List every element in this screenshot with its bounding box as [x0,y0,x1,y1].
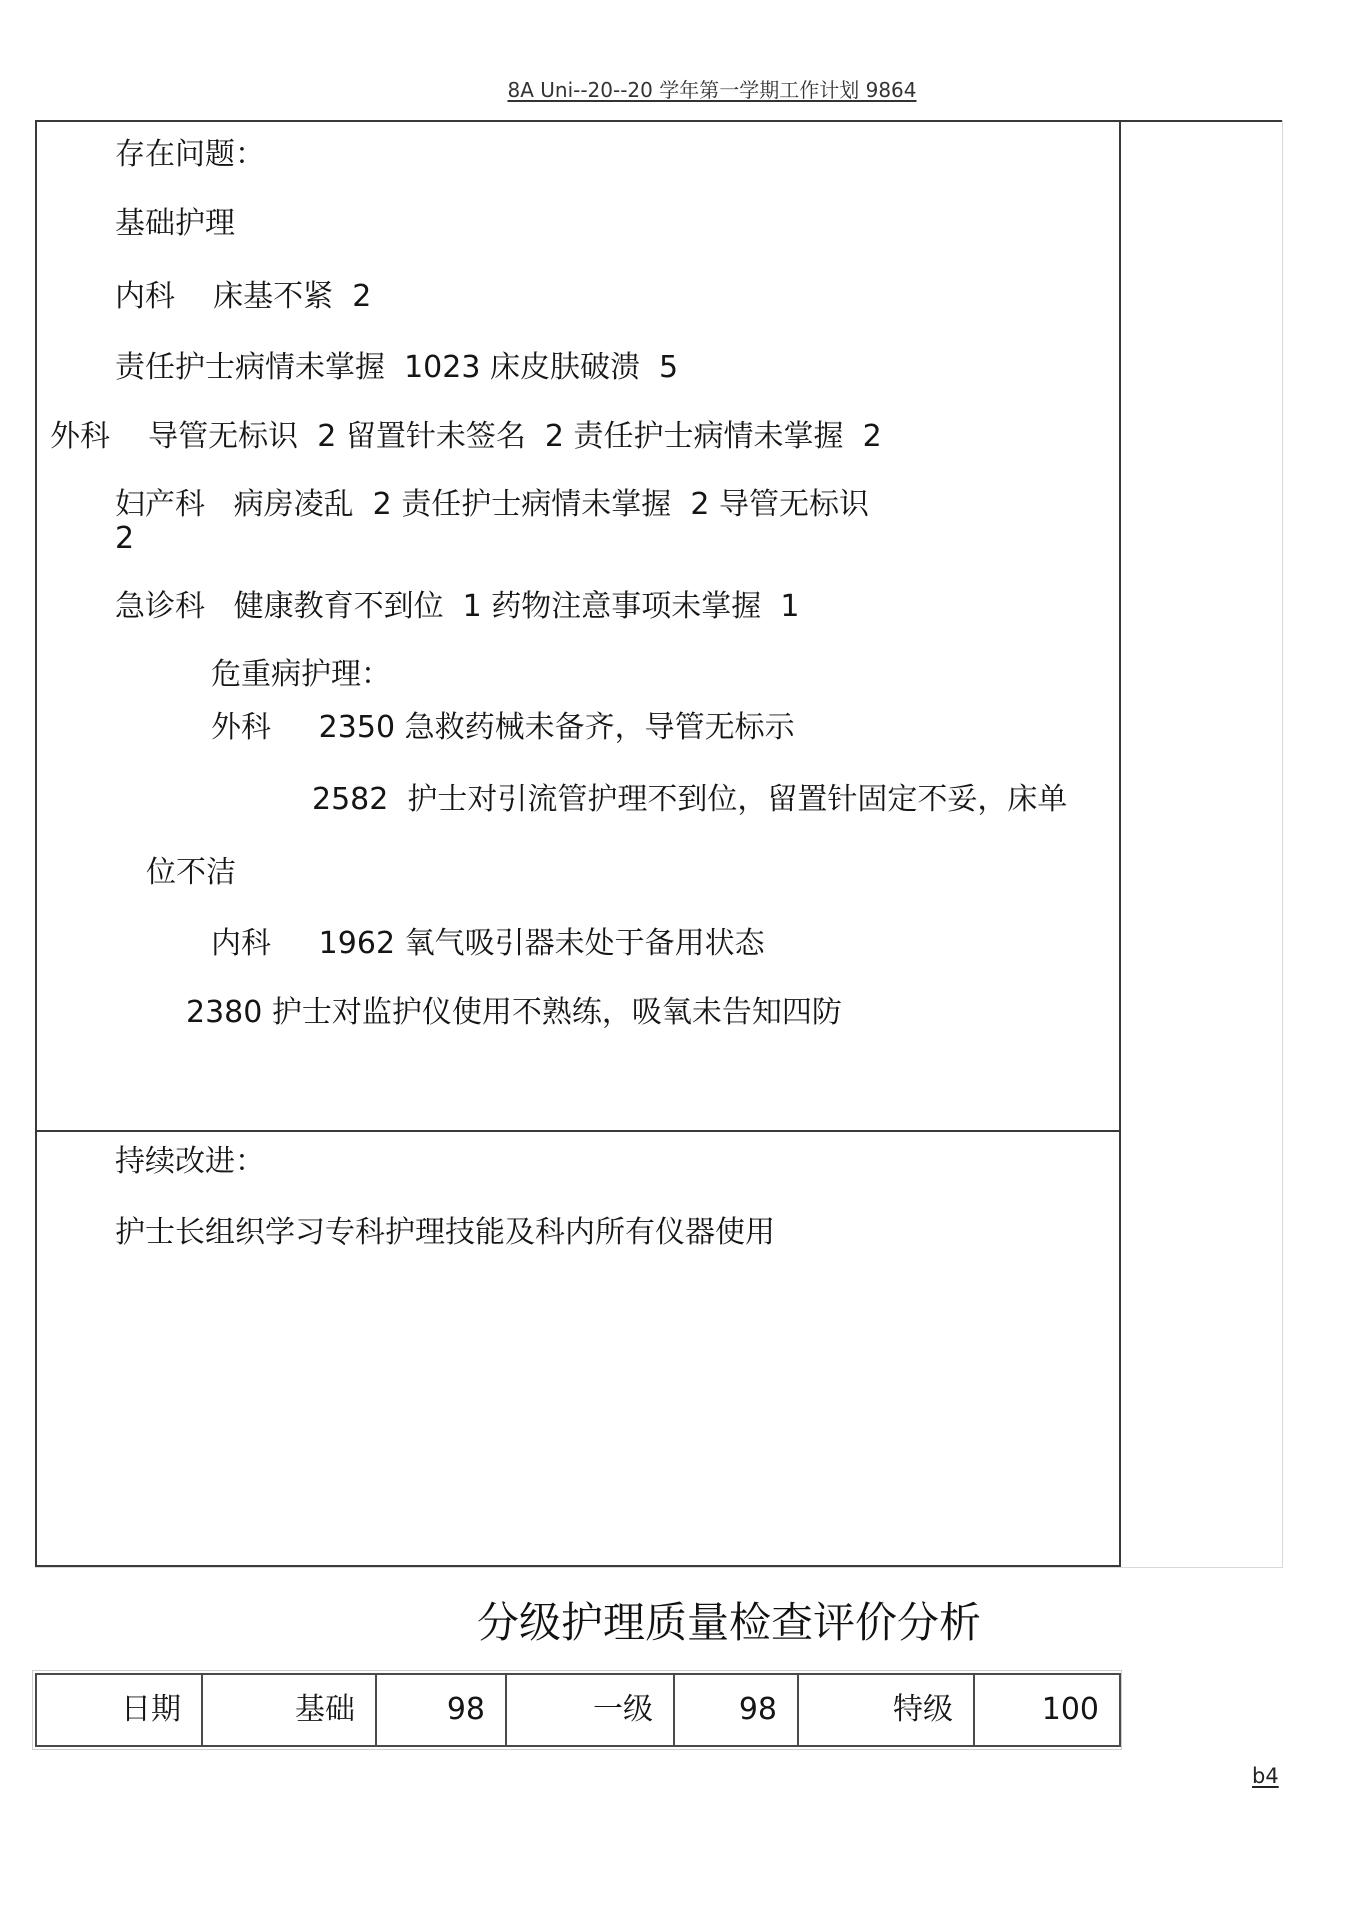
page-header [412,78,1012,102]
outer-right-border [1282,120,1283,1567]
page-number: b4 [1252,1764,1279,1788]
cell-basic-label: 基础 [202,1674,376,1746]
critical-care-surgery-line-1: 外科 2350 急救药械未备齐，导管无标示 [211,710,795,745]
table-top-rule-extension [1119,120,1282,122]
analysis-title: 分级护理质量检查评价分析 [476,1598,981,1647]
critical-care-surgery-line-2: 2582 护士对引流管护理不到位，留置针固定不妥，床单 [312,782,1068,817]
critical-care-internal-line-2: 2380 护士对监护仪使用不熟练，吸氧未告知四防 [186,995,842,1030]
table-row [36,1674,1120,1746]
cell-level1-score: 98 [674,1674,798,1746]
basic-care-obstetrics-line: 妇产科 病房凌乱 2 责任护士病情未掌握 2 导管无标识 [115,487,869,522]
page-header-text: 8A Uni--20--20 学年第一学期工作计划 9864 [507,78,917,102]
critical-care-internal-line-1: 内科 1962 氧气吸引器未处于备用状态 [211,926,765,961]
cell-level1-label: 一级 [506,1674,674,1746]
basic-care-surgery-line: 外科 导管无标识 2 留置针未签名 2 责任护士病情未掌握 2 [50,419,882,454]
basic-care-nurse-line: 责任护士病情未掌握 1023 床皮肤破溃 5 [115,350,679,385]
improvement-heading: 持续改进： [115,1144,265,1179]
cell-date-label: 日期 [36,1674,202,1746]
critical-care-heading: 危重病护理： [211,657,391,692]
critical-care-surgery-line-2-wrap: 位不洁 [146,855,236,890]
issues-heading: 存在问题： [115,137,265,172]
improvement-text: 护士长组织学习专科护理技能及科内所有仪器使用 [115,1215,775,1250]
basic-care-heading: 基础护理 [115,206,235,241]
grade-table [35,1673,1121,1747]
basic-care-internal-line: 内科 床基不紧 2 [115,279,372,314]
basic-care-emergency-line: 急诊科 健康教育不到位 1 药物注意事项未掌握 1 [115,589,800,624]
cell-special-label: 特级 [798,1674,974,1746]
report-table-frame [35,120,1121,1567]
cell-basic-score: 98 [376,1674,506,1746]
cell-special-score: 100 [974,1674,1120,1746]
outer-bottom-border [35,1567,1283,1568]
row-divider [35,1130,1121,1132]
basic-care-obstetrics-wrap: 2 [115,521,135,556]
